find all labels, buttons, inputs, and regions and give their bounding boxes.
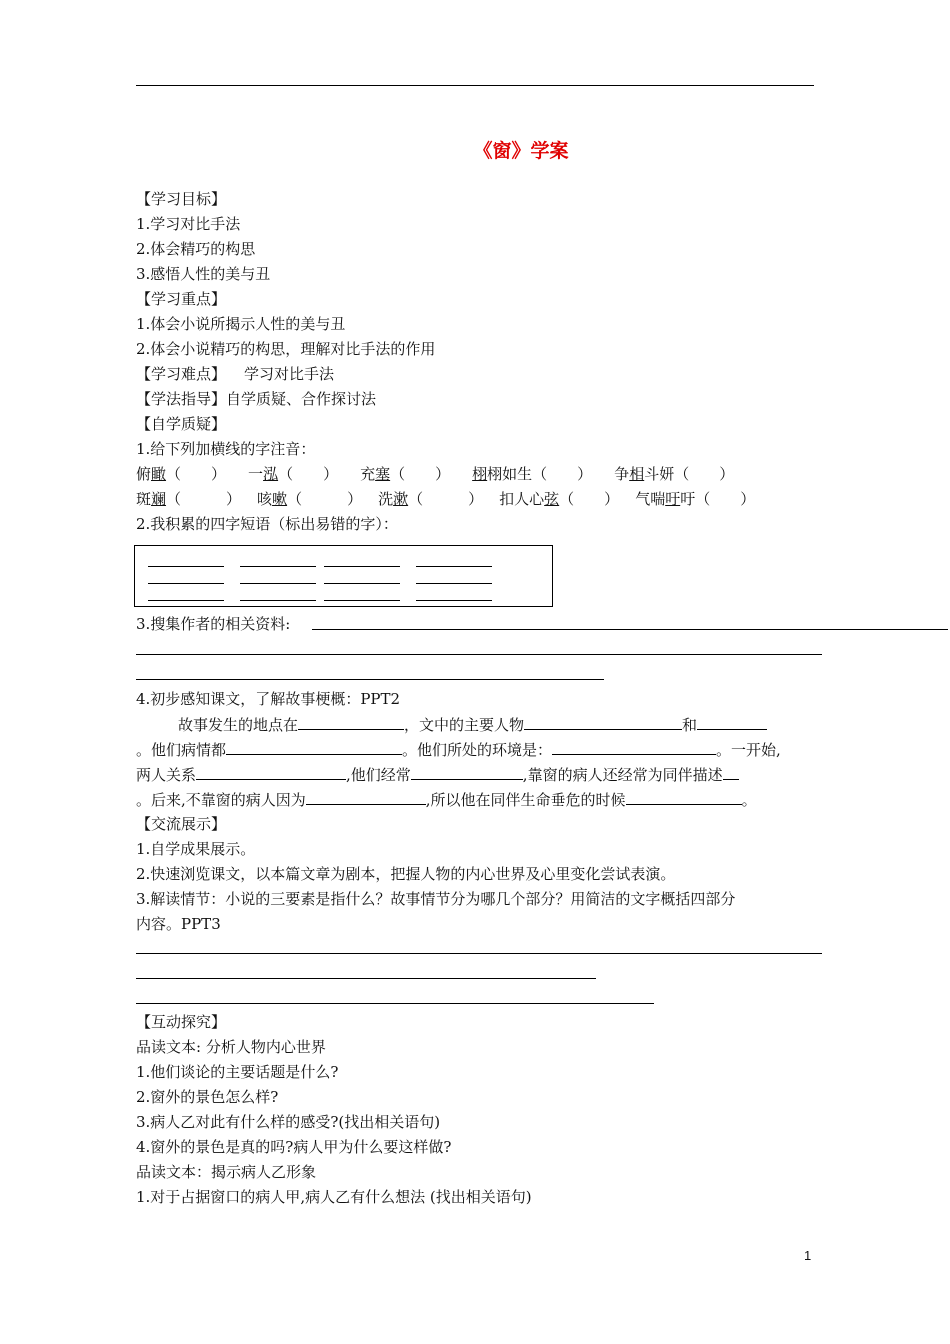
answer-line[interactable] <box>136 953 822 954</box>
pinyin-word: 咳嗽（ ） <box>257 490 363 508</box>
story-line-4: 。后来,不靠窗的病人因为 ,所以他在同伴生命垂危的时候 。 <box>136 791 757 809</box>
story-line-3: 两人关系 ,他们经常 ,靠窗的病人还经常为同伴描述 <box>136 764 739 785</box>
key-points-heading: 【学习重点】 <box>136 290 227 308</box>
phrase-box <box>134 545 553 607</box>
phrase-blank[interactable] <box>416 566 492 567</box>
phrase-blank[interactable] <box>240 583 316 584</box>
answer-line[interactable] <box>312 629 948 630</box>
phrase-blank[interactable] <box>416 600 492 601</box>
story-question: 4.初步感知课文，了解故事梗概：PPT2 <box>136 690 401 708</box>
story-blank[interactable] <box>298 714 404 730</box>
story-blank[interactable] <box>306 789 426 805</box>
key-point-item: 1.体会小说所揭示人性的美与丑 <box>136 315 346 333</box>
exchange-item: 1.自学成果展示。 <box>136 840 256 858</box>
phrase-question: 2.我积累的四字短语（标出易错的字）： <box>136 515 398 533</box>
explore-heading: 【互动探究】 <box>136 1013 227 1031</box>
explore-item: 3.病人乙对此有什么样的感受?(找出相关语句) <box>136 1113 441 1131</box>
pinyin-word: 充塞（ ） <box>360 465 451 483</box>
explore-part-title: 品读文本: 分析人物内心世界 <box>136 1038 326 1056</box>
phrase-blank[interactable] <box>240 566 316 567</box>
story-blank[interactable] <box>226 739 402 755</box>
story-blank[interactable] <box>411 764 523 780</box>
pinyin-word: 争相斗妍（ ） <box>614 465 735 483</box>
answer-line[interactable] <box>136 978 596 979</box>
story-line-2: 。他们病情都 。他们所处的环境是： 。一开始, <box>136 741 781 759</box>
answer-line[interactable] <box>136 679 604 680</box>
goal-item: 2.体会精巧的构思 <box>136 240 256 258</box>
answer-line[interactable] <box>136 654 822 655</box>
story-blank[interactable] <box>626 789 742 805</box>
explore-item: 4.窗外的景色是真的吗?病人甲为什么要这样做? <box>136 1138 452 1156</box>
phrase-blank[interactable] <box>324 566 400 567</box>
phrase-blank[interactable] <box>148 583 224 584</box>
pinyin-word: 斑斓（ ） <box>136 490 242 508</box>
pinyin-word: 俯瞰（ ） <box>136 465 227 483</box>
story-line-1: 故事发生的地点在 ，文中的主要人物 和 <box>178 714 767 735</box>
explore-item: 2.窗外的景色怎么样? <box>136 1088 279 1106</box>
difficulty-heading: 【学习难点】 <box>136 365 227 383</box>
document-title: 《窗》学案 <box>473 140 569 162</box>
story-blank[interactable] <box>723 764 739 780</box>
story-blank[interactable] <box>697 714 767 730</box>
exchange-item: 内容。PPT3 <box>136 915 221 933</box>
author-info-question: 3.搜集作者的相关资料: <box>136 615 291 633</box>
pinyin-question: 1.给下列加横线的字注音： <box>136 440 316 458</box>
page-number: 1 <box>804 1248 812 1263</box>
exchange-item: 3.解读情节：小说的三要素是指什么？故事情节分为哪几个部分？用简洁的文字概括四部分 <box>136 890 736 908</box>
phrase-blank[interactable] <box>324 583 400 584</box>
method-line <box>136 389 376 409</box>
pinyin-word: 扣人心弦（ ） <box>499 490 620 508</box>
story-blank[interactable] <box>524 714 682 730</box>
pinyin-row-2 <box>136 489 755 509</box>
header-rule <box>136 85 814 86</box>
phrase-blank[interactable] <box>148 566 224 567</box>
difficulty-text: 学习对比手法 <box>244 365 335 383</box>
pinyin-row-1 <box>136 464 734 484</box>
difficulty-line <box>136 364 334 384</box>
phrase-blank[interactable] <box>240 600 316 601</box>
exchange-heading: 【交流展示】 <box>136 815 227 833</box>
phrase-blank[interactable] <box>148 600 224 601</box>
pinyin-word: 栩栩如生（ ） <box>472 465 593 483</box>
method-heading: 【学法指导】 <box>136 390 227 408</box>
method-text: 自学质疑、合作探讨法 <box>226 390 377 408</box>
pinyin-word: 一泓（ ） <box>248 465 339 483</box>
story-blank[interactable] <box>196 764 346 780</box>
answer-line[interactable] <box>136 1003 654 1004</box>
pinyin-word: 气喘吁吁（ ） <box>635 490 756 508</box>
explore-part-title: 品读文本：揭示病人乙形象 <box>136 1163 317 1181</box>
self-study-heading: 【自学质疑】 <box>136 415 227 433</box>
explore-item: 1.对于占据窗口的病人甲,病人乙有什么想法 (找出相关语句) <box>136 1188 532 1206</box>
phrase-blank[interactable] <box>416 583 492 584</box>
phrase-blank[interactable] <box>324 600 400 601</box>
pinyin-word: 洗漱（ ） <box>378 490 484 508</box>
explore-item: 1.他们谈论的主要话题是什么? <box>136 1063 339 1081</box>
key-point-item: 2.体会小说精巧的构思，理解对比手法的作用 <box>136 340 436 358</box>
exchange-item: 2.快速浏览课文，以本篇文章为剧本，把握人物的内心世界及心里变化尝试表演。 <box>136 865 676 883</box>
goal-item: 1.学习对比手法 <box>136 215 241 233</box>
story-blank[interactable] <box>552 739 716 755</box>
goals-heading: 【学习目标】 <box>136 190 227 208</box>
goal-item: 3.感悟人性的美与丑 <box>136 265 271 283</box>
